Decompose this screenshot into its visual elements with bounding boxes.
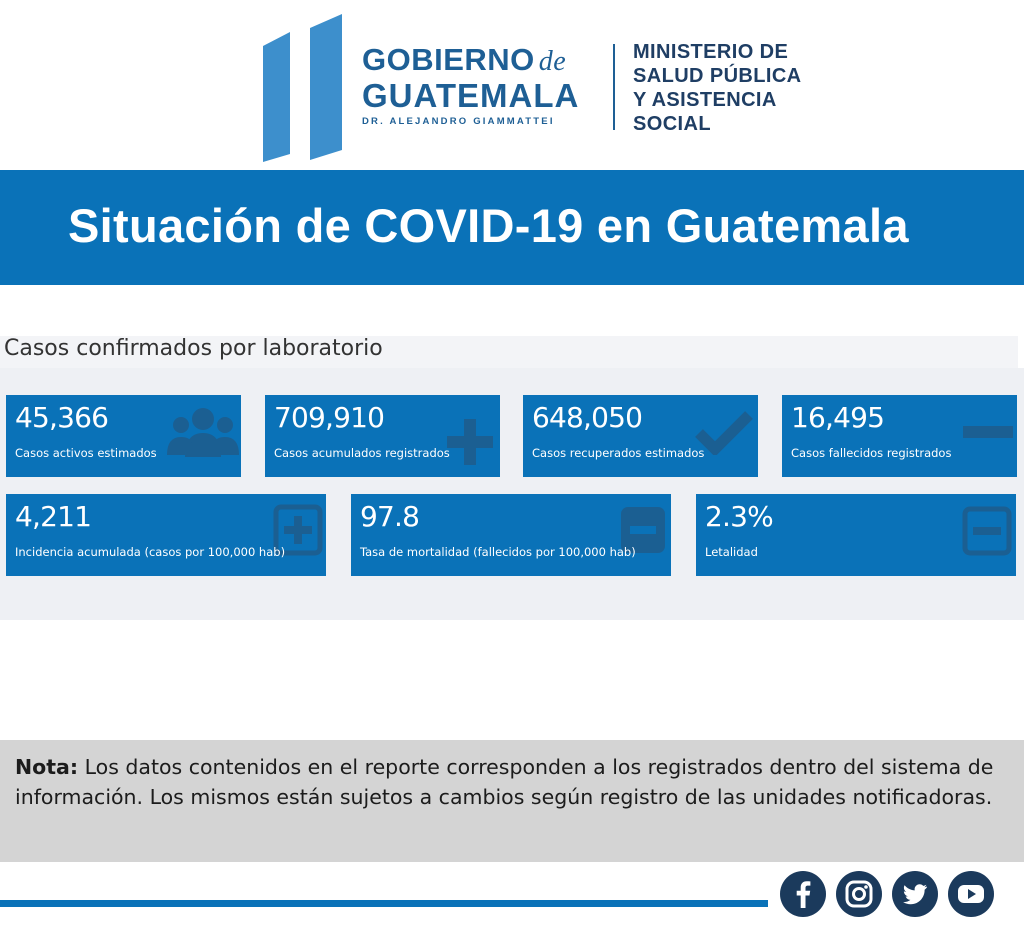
twitter-icon[interactable] [892, 871, 938, 917]
header [0, 0, 1024, 170]
stat-label: Incidencia acumulada (casos por 100,000 hab) [15, 545, 286, 559]
note-box [0, 740, 1024, 862]
ministry-line: SALUD PÚBLICA [633, 65, 802, 87]
stat-card-incidence [6, 494, 326, 576]
stat-card-deceased [782, 395, 1017, 477]
gov-president: DR. ALEJANDRO GIAMMATTEI [362, 116, 555, 127]
ministry-line: MINISTERIO DE [633, 41, 789, 63]
note-label: Nota: [15, 755, 79, 779]
note-text [15, 752, 1005, 812]
minus-icon [962, 425, 1014, 439]
government-logo-icon [258, 14, 348, 164]
gov-name-line2: GUATEMALA [362, 77, 580, 114]
stat-value: 97.8 [360, 500, 420, 533]
stat-label: Casos activos estimados [15, 446, 157, 460]
stat-value: 16,495 [791, 401, 885, 434]
panel-label: Casos confirmados por laboratorio [4, 336, 383, 361]
youtube-icon[interactable] [948, 871, 994, 917]
users-icon [166, 405, 240, 461]
government-logo-text [362, 44, 579, 127]
ministry-line: Y ASISTENCIA [633, 89, 777, 111]
stat-value: 4,211 [15, 500, 92, 533]
stat-label: Letalidad [705, 545, 758, 559]
gov-name-de: de [538, 46, 567, 77]
stat-value: 709,910 [274, 401, 385, 434]
ministry-name [633, 40, 802, 136]
stat-value: 45,366 [15, 401, 109, 434]
stat-label: Casos acumulados registrados [274, 446, 450, 460]
stat-card-accumulated [265, 395, 500, 477]
title-band [0, 170, 1024, 285]
minus-square-icon [962, 506, 1012, 556]
stat-label: Casos fallecidos registrados [791, 446, 952, 460]
stat-card-mortality [351, 494, 671, 576]
note-body: Los datos contenidos en el reporte corresponden a los registrados dentro del sistema de información. Los mismos están sujetos a cambios según registro de las unidades notificadoras. [15, 755, 994, 809]
footer-line [0, 900, 768, 907]
stat-card-recovered [523, 395, 758, 477]
plus-icon [445, 417, 495, 467]
stat-value: 648,050 [532, 401, 643, 434]
header-divider [613, 44, 615, 130]
stat-label: Tasa de mortalidad (fallecidos por 100,000 hab) [360, 545, 636, 559]
ministry-line: SOCIAL [633, 113, 711, 135]
stat-label: Casos recuperados estimados [532, 446, 705, 460]
instagram-icon[interactable] [836, 871, 882, 917]
page-title: Situación de COVID-19 en Guatemala [68, 199, 909, 252]
facebook-icon[interactable] [780, 871, 826, 917]
stat-card-lethality [696, 494, 1016, 576]
stat-value: 2.3% [705, 500, 773, 533]
stat-card-active [6, 395, 241, 477]
gov-name-line1: GOBIERNO [362, 42, 535, 77]
